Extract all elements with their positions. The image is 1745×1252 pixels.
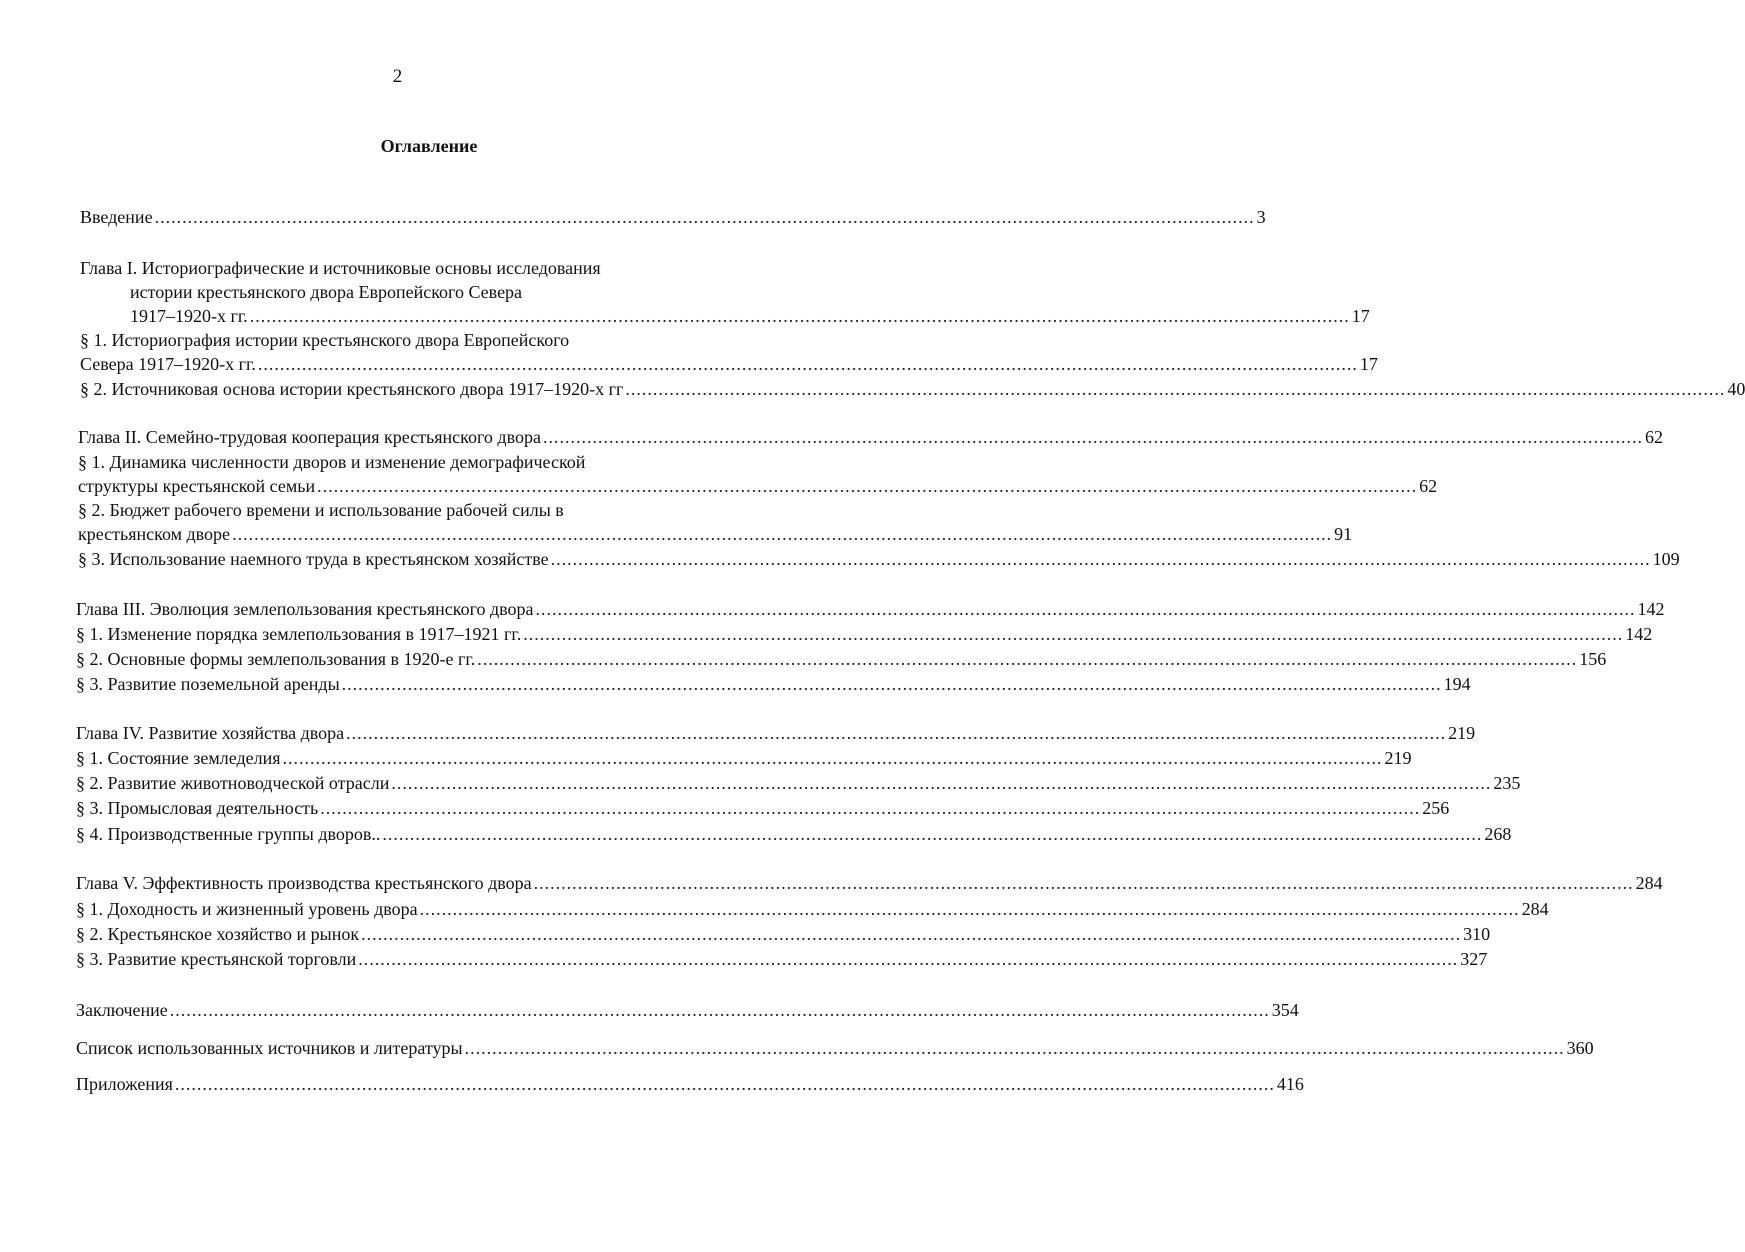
toc-ch2-section-3[interactable] (78, 547, 1680, 571)
toc-ch2-section-1[interactable] (78, 474, 1438, 498)
toc-leader-dots: ........................................................................................................................................................................................................ (523, 624, 1624, 644)
toc-entry-text: § 1. Состояние земледелия (76, 748, 281, 768)
toc-leader-dots: ........................................................................................................................................................................................................ (358, 949, 1459, 969)
toc-entry-page: 17 (1359, 354, 1378, 374)
toc-leader-dots: ........................................................................................................................................................................................................ (361, 924, 1462, 944)
toc-entry-page: 142 (1637, 599, 1665, 619)
toc-ch4-section-4[interactable] (76, 822, 1512, 846)
toc-entry-page: 327 (1460, 949, 1488, 969)
toc-ch4-section-3[interactable] (76, 796, 1450, 820)
toc-entry-text: § 3. Промысловая деятельность (76, 798, 319, 818)
toc-entry-page: 284 (1521, 899, 1549, 919)
toc-entry-page: 354 (1271, 1000, 1299, 1020)
toc-entry-page: 360 (1566, 1038, 1594, 1058)
toc-leader-dots: ........................................................................................................................................................................................................ (257, 354, 1358, 374)
toc-entry-page: 194 (1443, 674, 1471, 694)
page-number: 2 (392, 66, 403, 87)
toc-entry-text: Глава V. Эффективность производства крестьянского двора (76, 873, 532, 893)
toc-entry-page: 256 (1422, 798, 1450, 818)
toc-leader-dots: ........................................................................................................................................................................................................ (391, 773, 1492, 793)
toc-chapter-1-title-line2[interactable]: истории крестьянского двора Европейского Севера (130, 282, 523, 302)
toc-entry-page: 62 (1644, 427, 1663, 447)
toc-ch2-section-2-line1[interactable]: § 2. Бюджет рабочего времени и использование рабочей силы в (78, 500, 564, 520)
toc-ch1-section-2[interactable] (80, 377, 1745, 401)
toc-entry-text: Приложения (76, 1074, 173, 1094)
toc-ch3-section-2[interactable] (76, 647, 1607, 671)
toc-entry-text: 1917–1920-х гг. (130, 306, 248, 326)
toc-chapter-4[interactable] (76, 721, 1476, 745)
toc-ch1-section-1-line1[interactable]: § 1. Историография истории крестьянского двора Европейского (80, 330, 570, 350)
toc-ch5-section-1[interactable] (76, 897, 1549, 921)
toc-chapter-1[interactable] (130, 304, 1370, 328)
toc-entry-text: § 1. Изменение порядка землепользования в 1917–1921 гг. (76, 624, 522, 644)
toc-entry-page: 284 (1635, 873, 1663, 893)
toc-entry-text: Севера 1917–1920-х гг. (80, 354, 256, 374)
toc-ch5-section-2[interactable] (76, 922, 1491, 946)
toc-leader-dots: ........................................................................................................................................................................................................ (382, 824, 1483, 844)
toc-entry-page: 268 (1484, 824, 1512, 844)
toc-leader-dots: ........................................................................................................................................................................................................ (625, 379, 1726, 399)
toc-entry-text: § 2. Развитие животноводческой отрасли (76, 773, 390, 793)
toc-leader-dots: ........................................................................................................................................................................................................ (535, 599, 1636, 619)
toc-entry-page: 156 (1579, 649, 1607, 669)
toc-leader-dots: ........................................................................................................................................................................................................ (169, 1000, 1270, 1020)
toc-ch1-section-1[interactable] (80, 352, 1378, 376)
toc-leader-dots: ........................................................................................................................................................................................................ (533, 873, 1634, 893)
toc-chapter-1-title-line1[interactable]: Глава I. Историографические и источниковые основы исследования (80, 258, 601, 278)
toc-entry-page: 310 (1463, 924, 1491, 944)
toc-entry-page: 91 (1334, 524, 1353, 544)
toc-entry-text: Глава IV. Развитие хозяйства двора (76, 723, 345, 743)
toc-entry-text: § 3. Использование наемного труда в крестьянском хозяйстве (78, 549, 549, 569)
toc-ch4-section-1[interactable] (76, 746, 1412, 770)
toc-ch2-section-2[interactable] (78, 522, 1353, 546)
toc-entry-page: 235 (1493, 773, 1521, 793)
toc-entry-page: 416 (1276, 1074, 1304, 1094)
toc-entry-page: 3 (1256, 207, 1266, 227)
toc-entry-text: § 2. Источниковая основа истории крестьянского двора 1917–1920-х гг (80, 379, 624, 399)
toc-ch4-section-2[interactable] (76, 771, 1521, 795)
toc-entry-conclusion[interactable] (76, 998, 1299, 1022)
toc-entry-text: § 2. Основные формы землепользования в 1920-е гг. (76, 649, 476, 669)
toc-leader-dots: ........................................................................................................................................................................................................ (550, 549, 1651, 569)
toc-entry-text: § 3. Развитие поземельной аренды (76, 674, 340, 694)
toc-entry-page: 62 (1419, 476, 1438, 496)
toc-entry-introduction[interactable] (80, 205, 1266, 229)
toc-entry-text: Список использованных источников и литературы (76, 1038, 463, 1058)
toc-ch2-section-1-line1[interactable]: § 1. Динамика численности дворов и изменение демографической (78, 452, 586, 472)
toc-chapter-2[interactable] (78, 425, 1663, 449)
toc-chapter-5[interactable] (76, 871, 1663, 895)
toc-entry-text: крестьянском дворе (78, 524, 231, 544)
toc-entry-text: § 1. Доходность и жизненный уровень двора (76, 899, 418, 919)
toc-entry-page: 17 (1351, 306, 1370, 326)
toc-leader-dots: ........................................................................................................................................................................................................ (346, 723, 1447, 743)
toc-ch3-section-1[interactable] (76, 622, 1653, 646)
toc-entry-text: структуры крестьянской семьи (78, 476, 316, 496)
toc-entry-bibliography[interactable] (76, 1036, 1594, 1060)
toc-entry-appendices[interactable] (76, 1072, 1304, 1096)
toc-entry-page: 219 (1448, 723, 1476, 743)
toc-entry-text: Глава II. Семейно-трудовая кооперация крестьянского двора (78, 427, 541, 447)
toc-entry-text: Введение (80, 207, 153, 227)
toc-chapter-3[interactable] (76, 597, 1665, 621)
toc-entry-text: Глава III. Эволюция землепользования крестьянского двора (76, 599, 534, 619)
toc-leader-dots: ........................................................................................................................................................................................................ (542, 427, 1643, 447)
toc-leader-dots: ........................................................................................................................................................................................................ (320, 798, 1421, 818)
toc-leader-dots: ........................................................................................................................................................................................................ (477, 649, 1578, 669)
toc-entry-text: § 4. Производственные группы дворов.. (76, 824, 381, 844)
toc-entry-text: Заключение (76, 1000, 168, 1020)
toc-leader-dots: ........................................................................................................................................................................................................ (154, 207, 1255, 227)
toc-leader-dots: ........................................................................................................................................................................................................ (232, 524, 1333, 544)
toc-entry-text: § 2. Крестьянское хозяйство и рынок (76, 924, 360, 944)
toc-leader-dots: ........................................................................................................................................................................................................ (317, 476, 1418, 496)
toc-ch3-section-3[interactable] (76, 672, 1471, 696)
toc-title: Оглавление (380, 136, 478, 156)
toc-leader-dots: ........................................................................................................................................................................................................ (419, 899, 1520, 919)
toc-entry-page: 109 (1652, 549, 1680, 569)
toc-leader-dots: ........................................................................................................................................................................................................ (341, 674, 1442, 694)
toc-ch5-section-3[interactable] (76, 947, 1488, 971)
toc-entry-page: 142 (1625, 624, 1653, 644)
toc-leader-dots: ........................................................................................................................................................................................................ (249, 306, 1350, 326)
toc-entry-text: § 3. Развитие крестьянской торговли (76, 949, 357, 969)
toc-leader-dots: ........................................................................................................................................................................................................ (174, 1074, 1275, 1094)
toc-entry-page: 40 (1727, 379, 1745, 399)
toc-leader-dots: ........................................................................................................................................................................................................ (282, 748, 1383, 768)
toc-entry-page: 219 (1384, 748, 1412, 768)
toc-leader-dots: ........................................................................................................................................................................................................ (464, 1038, 1565, 1058)
